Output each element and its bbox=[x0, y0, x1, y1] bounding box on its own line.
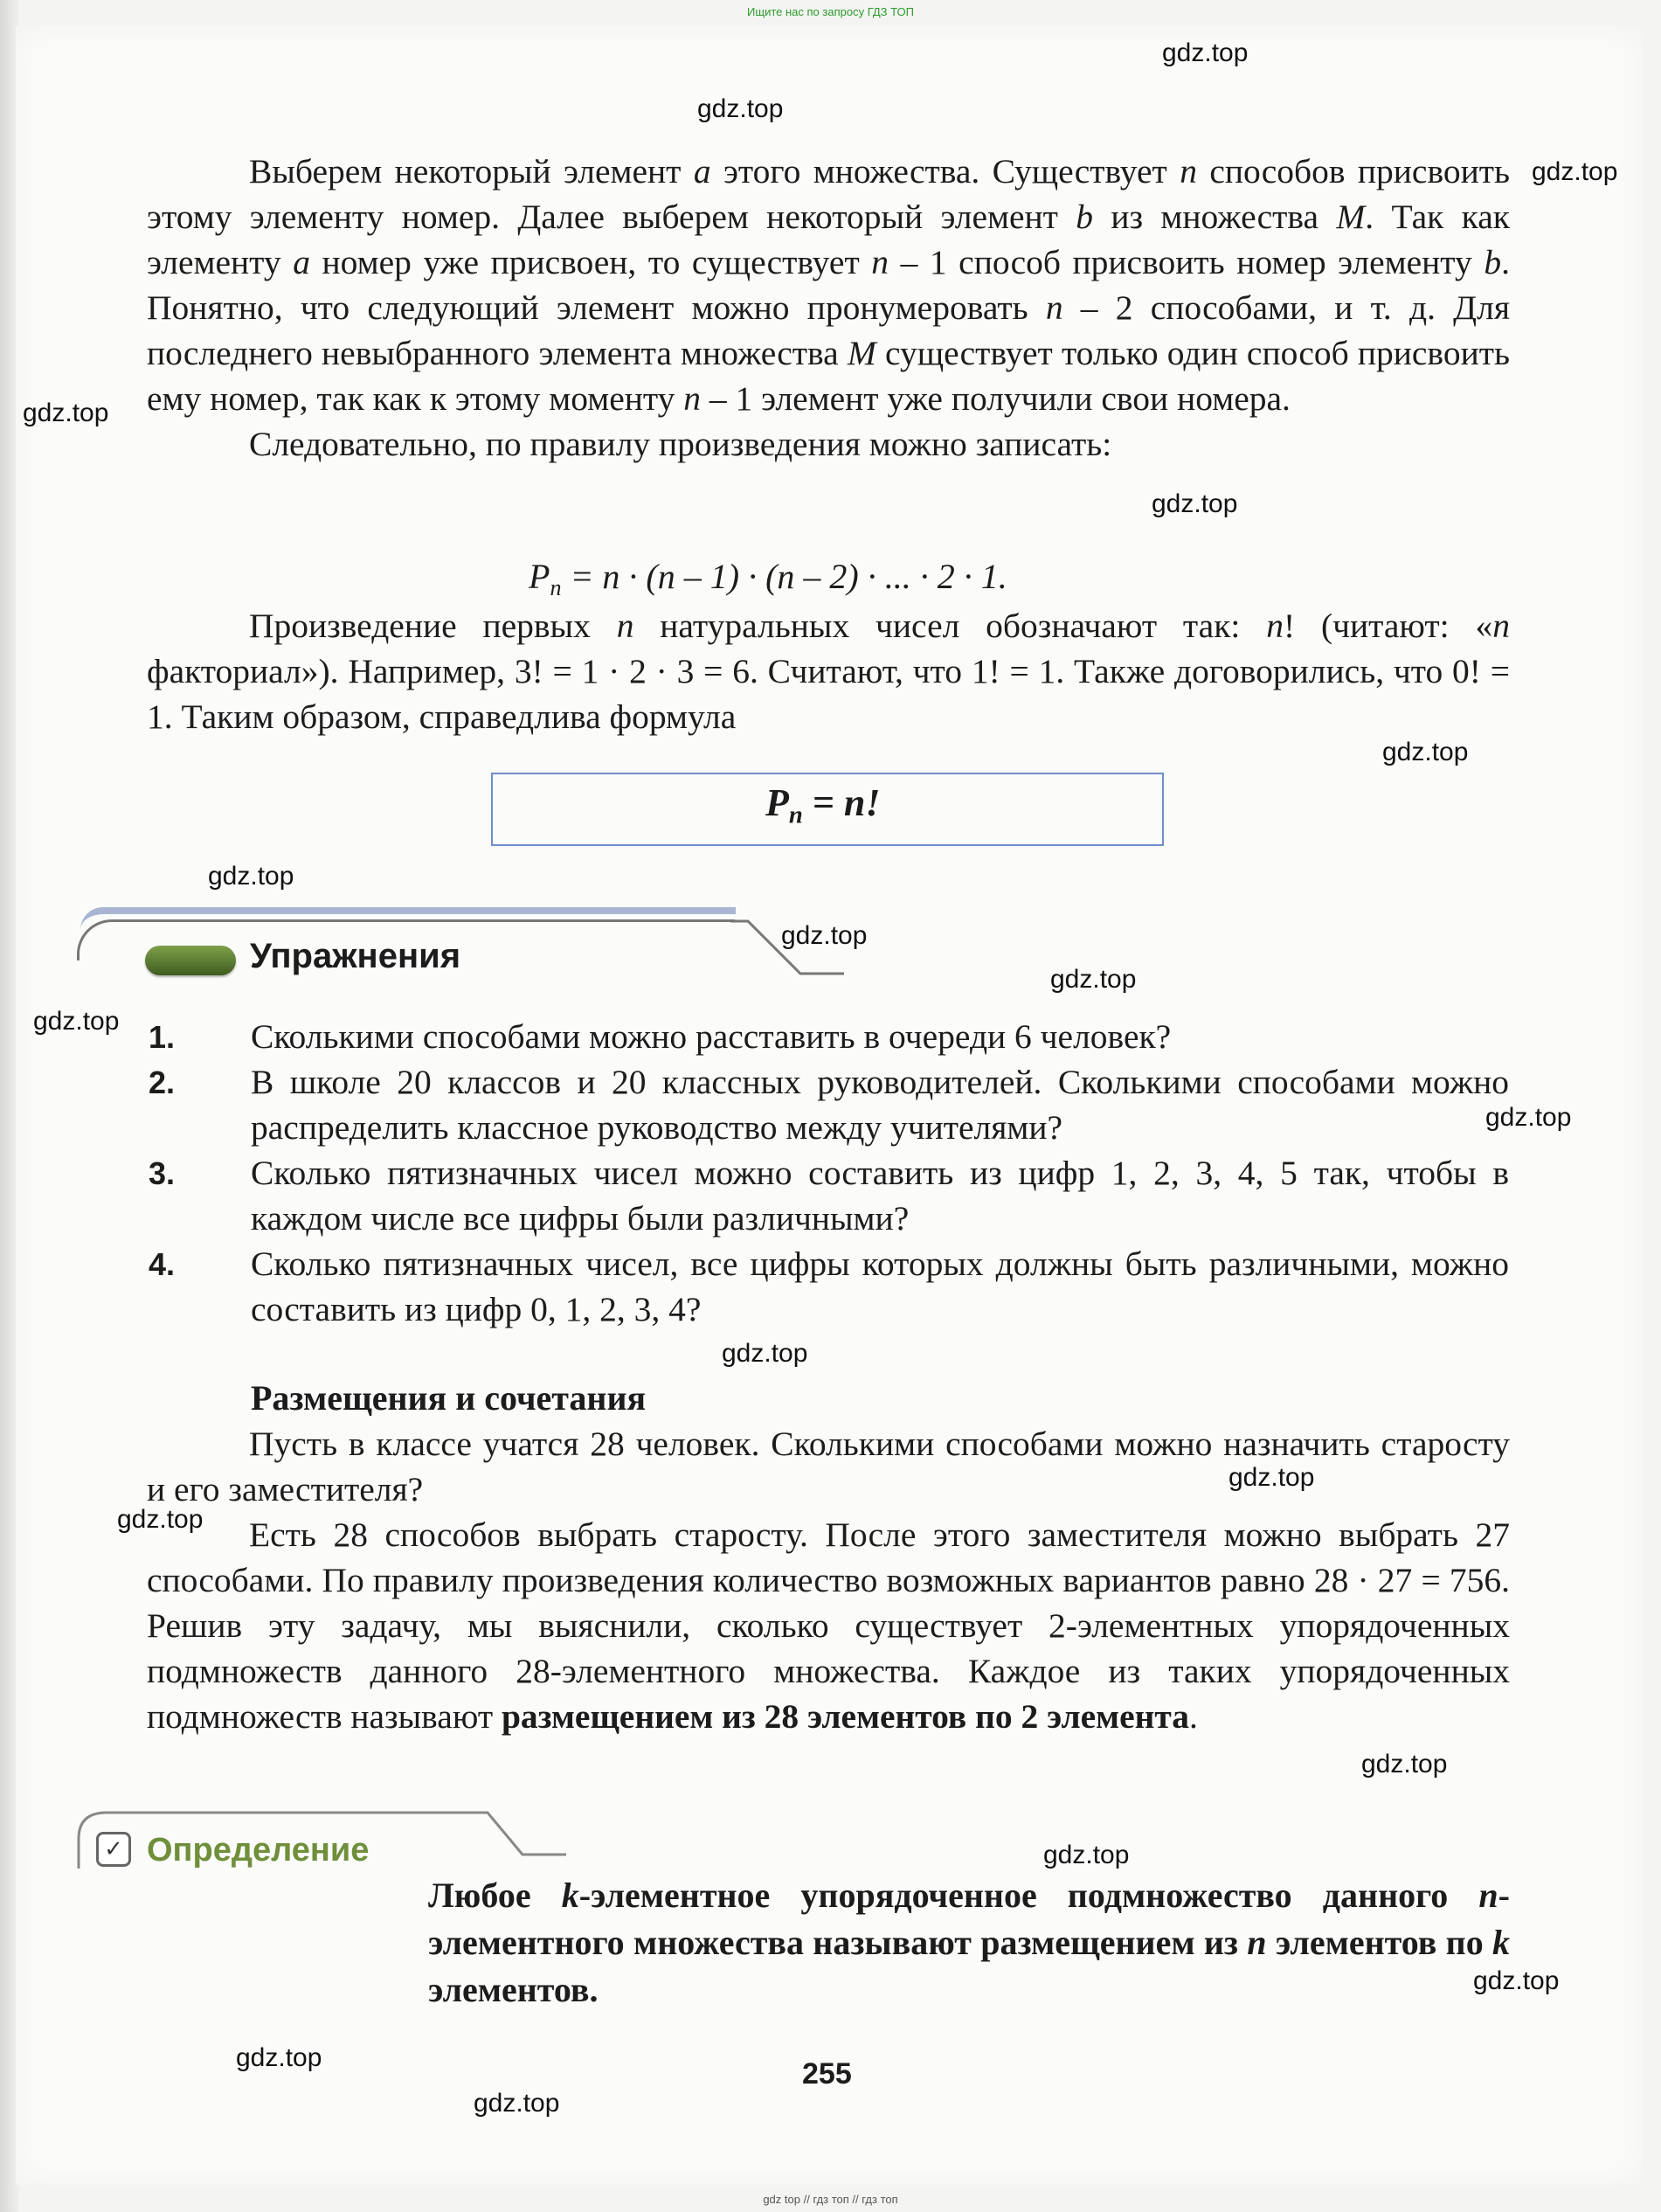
text-segment: из множества bbox=[1093, 198, 1337, 236]
watermark: gdz.top bbox=[1152, 489, 1238, 518]
watermark: gdz.top bbox=[781, 921, 868, 950]
watermark: gdz.top bbox=[1361, 1750, 1448, 1779]
text-segment: существует только один способ присвоить ему номер, так как к этому моменту bbox=[147, 334, 1510, 418]
math-variable: b bbox=[1076, 198, 1093, 236]
math-variable: n bbox=[1045, 288, 1063, 327]
watermark: gdz.top bbox=[1050, 965, 1137, 994]
boxed-formula bbox=[765, 780, 880, 830]
text-segment: этого множества. Существует bbox=[710, 152, 1180, 191]
text-segment: – 1 способ присвоить номер элементу bbox=[889, 243, 1485, 281]
watermark: gdz.top bbox=[1532, 157, 1618, 186]
formula-p: P bbox=[529, 557, 550, 596]
watermark: gdz.top bbox=[23, 399, 109, 427]
watermark: gdz.top bbox=[33, 1007, 120, 1036]
text-segment: факториал»). Например, 3! = 1 · 2 · 3 = 6. Считают, что 1! = 1. Также договорились, что 0! = 1. Таким образом, справедлива формула bbox=[147, 652, 1510, 736]
exercises-pill-icon bbox=[145, 946, 236, 975]
watermark: gdz.top bbox=[1228, 1463, 1315, 1492]
watermark: gdz.top bbox=[1473, 1966, 1560, 1995]
exercise-text: Сколько пятизначных чисел можно составить из цифр 1, 2, 3, 4, 5 так, чтобы в каждом числе все цифры были различными? bbox=[251, 1154, 1509, 1238]
top-banner[interactable]: Ищите нас по запросу ГДЗ ТОП bbox=[747, 5, 914, 18]
text-segment: -элементного множества называют размещением из bbox=[428, 1876, 1510, 1962]
exercise-text: Сколько пятизначных чисел, все цифры которых должны быть различными, можно составить из цифр 0, 1, 2, 3, 4? bbox=[251, 1245, 1509, 1328]
text-segment: – 1 элемент уже получили свои номера. bbox=[701, 379, 1291, 418]
text-segment: -элементное упорядоченное подмножество данного bbox=[578, 1876, 1479, 1915]
definition-title: Определение bbox=[147, 1832, 370, 1869]
watermark: gdz.top bbox=[1162, 38, 1249, 67]
section-subheading: Размещения и сочетания bbox=[251, 1378, 647, 1418]
solution-paragraph bbox=[147, 1512, 1510, 1739]
text-segment: Любое bbox=[428, 1876, 562, 1915]
problem-paragraph: Пусть в классе учатся 28 человек. Сколькими способами можно назначить старосту и его заместителя? bbox=[147, 1425, 1510, 1508]
text-segment: ! (читают: « bbox=[1283, 607, 1493, 645]
boxed-formula-p: P bbox=[765, 781, 789, 824]
watermark: gdz.top bbox=[1382, 738, 1469, 766]
boxed-formula-sub: n bbox=[788, 801, 803, 829]
math-variable: k bbox=[1492, 1923, 1511, 1962]
rich-paragraph bbox=[147, 603, 1510, 739]
exercise-number: 1. bbox=[149, 1019, 176, 1055]
math-variable: n bbox=[616, 607, 634, 645]
text-segment: – 2 способами, и т. д. Для последнего невыбранного элемента множества bbox=[147, 288, 1510, 372]
watermark: gdz.top bbox=[117, 1505, 204, 1534]
solution-text: Есть 28 способов выбрать старосту. После этого заместителя можно выбрать 27 способами. По правилу произведения количество возможных вариантов равно 28 · 27 = 756. Решив эту задачу, мы выяснили, сколько существует 2-элементных упорядоченных подмножеств данного 28-элементного множества. Каждое из таких упорядоченных подмножеств называют bbox=[147, 1515, 1510, 1736]
math-variable: n bbox=[1247, 1923, 1267, 1962]
text-segment: элементов по bbox=[1266, 1923, 1493, 1962]
math-variable: n bbox=[683, 379, 702, 418]
math-variable: n bbox=[871, 243, 889, 281]
formula-sub: n bbox=[550, 574, 562, 600]
text-segment: номер уже присвоен, то существует bbox=[309, 243, 872, 281]
math-variable: a bbox=[693, 152, 711, 191]
exercise-number: 2. bbox=[149, 1064, 176, 1100]
text-segment: Произведение первых bbox=[249, 607, 617, 645]
consequently-text: Следовательно, по правилу произведения можно записать: bbox=[249, 425, 1112, 463]
text-segment: натуральных чисел обозначают так: bbox=[633, 607, 1267, 645]
bottom-banner: gdz top // гдз топ // гдз топ bbox=[763, 2193, 898, 2206]
math-variable: k bbox=[561, 1876, 579, 1915]
page-number: 255 bbox=[802, 2057, 852, 2091]
text-segment: . Так как элементу bbox=[147, 198, 1510, 281]
math-variable: M bbox=[847, 334, 876, 372]
text-segment: элементов. bbox=[428, 1970, 599, 2009]
watermark: gdz.top bbox=[208, 862, 294, 891]
solution-end: . bbox=[1189, 1697, 1198, 1736]
formula-rhs: = n · (n – 1) · (n – 2) · ... · 2 · 1. bbox=[561, 557, 1007, 596]
watermark: gdz.top bbox=[474, 2089, 560, 2118]
math-variable: b bbox=[1484, 243, 1502, 281]
solution-term: размещением из 28 элементов по 2 элемента bbox=[501, 1697, 1190, 1736]
math-variable: n bbox=[1180, 152, 1197, 191]
watermark: gdz.top bbox=[1485, 1103, 1572, 1132]
boxed-formula-rhs: = n! bbox=[802, 781, 881, 824]
watermark: gdz.top bbox=[236, 2043, 322, 2072]
permutation-formula bbox=[529, 556, 1007, 601]
exercise-text: Сколькими способами можно расставить в очереди 6 человек? bbox=[251, 1017, 1172, 1056]
watermark: gdz.top bbox=[697, 94, 784, 123]
exercise-text: В школе 20 классов и 20 классных руководителей. Сколькими способами можно распределить классное руководство между учителями? bbox=[251, 1063, 1509, 1147]
watermark: gdz.top bbox=[722, 1339, 808, 1368]
text-segment: . Понятно, что следующий элемент можно пронумеровать bbox=[147, 243, 1510, 327]
watermark: gdz.top bbox=[1043, 1841, 1130, 1869]
math-variable: n bbox=[1492, 607, 1510, 645]
exercise-number: 3. bbox=[149, 1155, 176, 1191]
math-variable: M bbox=[1336, 198, 1366, 236]
math-variable: a bbox=[293, 243, 310, 281]
exercise-number: 4. bbox=[149, 1246, 176, 1282]
math-variable: n bbox=[1478, 1876, 1498, 1915]
text-segment: способов присвоить этому элементу номер. Далее выберем некоторый элемент bbox=[147, 152, 1511, 236]
math-variable: n bbox=[1266, 607, 1284, 645]
text-segment: Выберем некоторый элемент bbox=[249, 152, 694, 191]
definition-text bbox=[428, 1872, 1510, 2014]
section-header-corner bbox=[730, 919, 844, 981]
placements-text bbox=[147, 1421, 1510, 1739]
rich-paragraph bbox=[147, 149, 1510, 421]
exercises-heading: Упражнения bbox=[250, 937, 461, 975]
check-icon: ✓ bbox=[96, 1832, 131, 1867]
intro-paragraph bbox=[147, 149, 1510, 467]
factorial-paragraph bbox=[147, 603, 1510, 739]
